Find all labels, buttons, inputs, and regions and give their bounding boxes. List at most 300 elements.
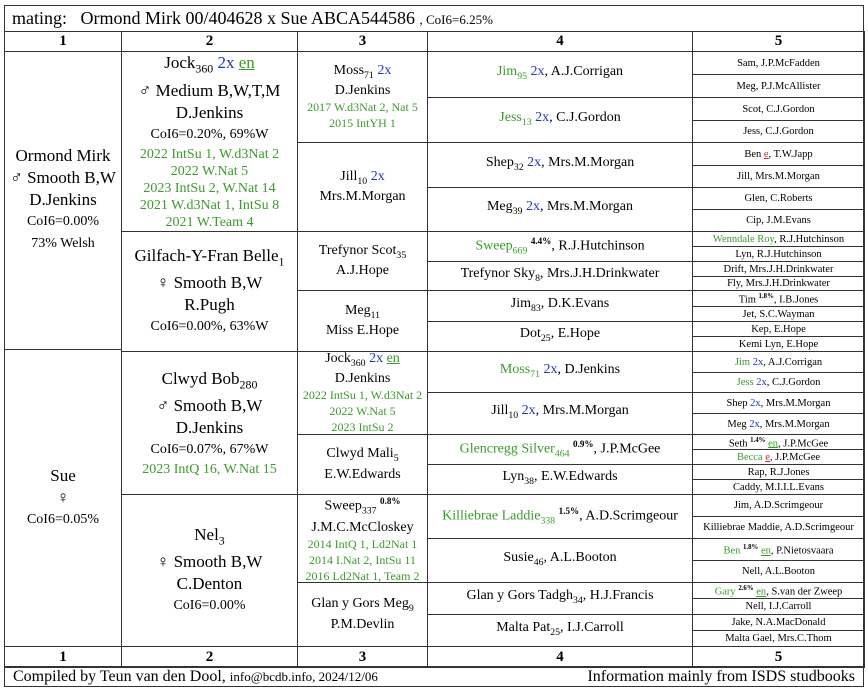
gen5-name: Meg — [736, 80, 756, 92]
gen5-dog — [692, 120, 865, 143]
gen5-owner: A.L.Booton — [764, 566, 815, 577]
gen5-owner: S.van der Zweep — [771, 586, 843, 598]
gen5-owner: Mrs.J.H.Drinkwater — [745, 278, 830, 289]
gen4-name-line: Malta Pat$_{25}$, I.J.Carroll — [496, 620, 624, 638]
gen5-name-line: Meg, P.J.McAllister — [736, 80, 821, 92]
gen3-dog — [297, 494, 428, 583]
gen3-dog — [297, 351, 428, 435]
gen3-award: 2022 IntSu 1, W.d3Nat 2 — [302, 388, 423, 403]
gen4-number: 338 — [540, 515, 556, 527]
gen5-dog — [692, 479, 865, 495]
gen4-name-line: Susie$_{46}$, A.L.Booton — [503, 550, 617, 568]
gen4-name-line: Jim$_{95}$ 2x, A.J.Corrigan — [496, 64, 624, 82]
gen2-coi: CoI6=0.20%, 69%W — [150, 126, 269, 142]
gen4-dog — [427, 392, 693, 435]
gen4-name-line: Meg$_{39}$ 2x, Mrs.M.Morgan — [486, 199, 634, 217]
gen5-owner: E.Hope — [773, 323, 806, 335]
gen5-dog — [692, 464, 865, 480]
gen1-name: Sue — [50, 465, 76, 485]
gen5-dog — [692, 290, 865, 307]
gen5-owner: E.Hope — [786, 338, 819, 350]
gen4-name: Jill — [491, 403, 509, 419]
gen4-number: 46 — [533, 556, 544, 568]
gen3-name-line — [326, 446, 398, 467]
gen5-name: Seth — [728, 438, 748, 450]
gen5-coi-pct: 1.4% — [750, 436, 766, 444]
gen2-name: Jock — [164, 53, 196, 73]
gen4-name: Dot — [519, 326, 541, 342]
gen4-repeat-tag: 2x — [525, 199, 540, 215]
gen2-sex-coat: ♂ Smooth B,W — [156, 396, 263, 416]
gen5-name-line: Scot, C.J.Gordon — [742, 103, 815, 115]
gen5-name-line: Jake, N.A.MacDonald — [731, 617, 826, 628]
gen3-number: 5 — [393, 452, 399, 464]
gen4-name: Jim — [496, 64, 518, 80]
gen3-name: Trefynor Scot — [318, 242, 397, 258]
column-footer — [427, 646, 693, 668]
gen4-dog — [427, 464, 693, 495]
gen3-en-link[interactable]: en — [386, 351, 400, 366]
gen4-repeat-tag: 2x — [521, 403, 536, 419]
gen5-owner: T.W.Japp — [773, 148, 813, 160]
gen2-name-line — [135, 245, 285, 272]
gen5-dog — [692, 306, 865, 322]
mating-text: Ormond Mirk 00/404628 x Sue ABCA544586 — [80, 8, 416, 28]
gen3-name-line — [325, 351, 400, 371]
gen5-name: Sam — [737, 57, 756, 69]
gen4-number: 669 — [512, 245, 528, 257]
gen5-name: Jess — [743, 126, 761, 137]
gen5-name-line: Gary $^{2.6\%}$ en, S.van der Zweep — [714, 585, 843, 598]
gen4-number: 38 — [524, 475, 535, 487]
gen4-name: Susie — [503, 550, 534, 566]
gen3-owner: A.J.Hope — [336, 263, 389, 279]
gen5-name-line: Nell, I.J.Carroll — [745, 601, 812, 612]
gen2-coi: CoI6=0.07%, 67%W — [150, 442, 269, 458]
gen4-name: Jim — [510, 295, 531, 311]
gen2-name: Gilfach-Y-Fran Belle — [134, 245, 279, 265]
gen4-number: 25 — [550, 626, 561, 638]
gen5-name: Tim — [738, 294, 756, 306]
gen5-owner: Mrs.J.H.Drinkwater — [749, 263, 834, 275]
gen3-dog — [297, 51, 428, 143]
gen4-name-line: Shep$_{32}$ 2x, Mrs.M.Morgan — [485, 154, 635, 173]
gen5-repeat-tag: 2x — [752, 356, 764, 368]
gen4-number: 34 — [572, 594, 583, 606]
gen3-awards — [306, 536, 420, 583]
gen5-name-line: Wenndale Roy, R.J.Hutchinson — [712, 233, 845, 245]
gen4-name: Moss — [499, 361, 531, 377]
gen3-award: 2017 W.d3Nat 2, Nat 5 — [307, 100, 418, 115]
gen5-name: Killiebrae Maddie — [703, 522, 780, 533]
gen2-awards — [142, 461, 277, 478]
gen1-welsh-pct: 73% Welsh — [31, 236, 95, 252]
pedigree-grid — [4, 31, 864, 667]
gen4-dog — [427, 582, 693, 615]
gen5-en-link[interactable]: en — [760, 545, 771, 557]
gen4-owner: Mrs.M.Morgan — [548, 154, 635, 170]
gen5-name-line: Jill, Mrs.M.Morgan — [737, 171, 820, 182]
gen4-name-line: Lyn$_{38}$, E.W.Edwards — [502, 469, 618, 487]
gen1-coi: CoI6=0.00% — [26, 214, 100, 230]
gen5-dog — [692, 351, 865, 373]
gen3-name: Sweep — [324, 498, 362, 514]
gen5-owner: Mrs.C.Thom — [777, 633, 832, 644]
gen5-name-line: Malta Gael, Mrs.C.Thom — [725, 633, 832, 644]
gen4-name: Shep — [485, 154, 514, 170]
gen4-name-line: Jess$_{13}$ 2x, C.J.Gordon — [499, 109, 621, 128]
gen4-owner: A.J.Corrigan — [550, 64, 624, 80]
column-number: 1 — [59, 33, 67, 49]
gen4-dog — [427, 290, 693, 322]
gen3-number: 10 — [357, 175, 368, 187]
gen5-owner: R.J.Jones — [769, 466, 810, 478]
gen4-owner: J.P.McGee — [600, 441, 661, 457]
gen5-name-line: Rap, R.J.Jones — [747, 466, 810, 478]
gen5-owner: Mrs.M.Morgan — [765, 397, 831, 409]
gen3-name-line — [319, 243, 406, 264]
gen5-owner: A.D.Scrimgeour — [753, 500, 824, 511]
gen5-owner: S.C.Wayman — [759, 308, 815, 320]
gen4-number: 95 — [517, 70, 527, 82]
gen2-award: 2023 IntSu 2, W.Nat 14 — [143, 180, 276, 196]
gen5-dog — [692, 187, 865, 210]
gen5-owner: R.J.Hutchinson — [756, 248, 822, 260]
gen5-name-line: Ben $^{1.8\%}$ en, P.Nietosvaara — [723, 544, 834, 557]
gen5-dog — [692, 142, 865, 166]
gen5-dog — [692, 598, 865, 615]
gen5-owner: C.J.Gordon — [771, 377, 821, 388]
gen5-name-line: Seth $^{1.4\%}$ en, J.P.McGee — [728, 436, 829, 450]
gen5-coi-pct: 1.8% — [742, 544, 759, 552]
gen4-name-line: Dot$_{25}$, E.Hope — [519, 326, 601, 344]
compiled-by: Compiled by Teun van den Dool, — [13, 668, 226, 685]
gen5-name: Ben — [744, 148, 762, 160]
gen5-name-line: Jess 2x, C.J.Gordon — [736, 377, 821, 388]
column-number: 3 — [358, 648, 367, 665]
column-header — [692, 31, 865, 52]
gen5-name-line: Killiebrae Maddie, A.D.Scrimgeour — [703, 522, 854, 533]
gen5-dog — [692, 231, 865, 247]
gen5-name: Jill — [737, 171, 751, 182]
gen3-awards — [307, 99, 418, 131]
gen5-name: Drift — [723, 263, 744, 275]
gen3-name-line — [345, 303, 380, 324]
gen5-owner: N.A.MacDonald — [755, 617, 826, 628]
gen4-name-line: Glan y Gors Tadgh$_{34}$, H.J.Francis — [466, 588, 654, 606]
gen1-name: Ormond Mirk — [15, 146, 111, 166]
gen4-number: 32 — [513, 161, 524, 173]
gen5-name: Jim — [734, 356, 751, 368]
gen4-coi-pct: 4.4% — [530, 236, 552, 247]
gen5-name: Fly — [727, 278, 741, 289]
gen5-name-line: Kep, E.Hope — [751, 323, 806, 335]
column-number: 2 — [205, 33, 214, 49]
gen3-repeat-tag: 2x — [370, 168, 385, 184]
gen5-owner: C.J.Gordon — [765, 126, 814, 137]
gen4-dog — [427, 538, 693, 583]
gen4-name: Lyn — [502, 469, 525, 485]
gen5-e-tag[interactable]: e — [765, 451, 770, 463]
column-number: 2 — [205, 648, 214, 665]
gen5-dog — [692, 74, 865, 98]
gen2-sex-coat: ♀ Smooth B,W — [156, 552, 263, 572]
gen2-dog — [121, 351, 298, 495]
gen3-owner: D.Jenkins — [334, 371, 391, 387]
gen5-dog — [692, 336, 865, 352]
gen3-name: Jill — [340, 168, 358, 184]
gen4-owner: H.J.Francis — [589, 588, 654, 604]
gen5-name: Rap — [747, 466, 765, 478]
gen2-number: 360 — [195, 61, 214, 76]
column-number: 1 — [59, 648, 67, 665]
gen5-repeat-tag: 2x — [749, 418, 760, 430]
gen4-owner: D.K.Evans — [547, 295, 610, 311]
gen5-dog — [692, 261, 865, 277]
gen2-name-line — [194, 524, 225, 551]
gen5-name-line: Kemi Lyn, E.Hope — [738, 338, 819, 350]
gen2-name: Clwyd Bob — [161, 368, 240, 388]
gen4-number: 13 — [521, 116, 532, 128]
gen3-dog — [297, 434, 428, 495]
gen5-coi-pct: 2.6% — [738, 585, 754, 593]
column-number: 5 — [774, 33, 783, 49]
gen3-dog — [297, 290, 428, 352]
gen5-dog — [692, 538, 865, 561]
gen5-name: Kemi Lyn — [738, 338, 782, 350]
gen3-number: 9 — [408, 602, 414, 614]
gen5-en-link[interactable]: en — [756, 586, 767, 598]
gen3-owner: Miss E.Hope — [325, 323, 400, 339]
gen5-name-line: Jess, C.J.Gordon — [743, 126, 814, 137]
gen5-owner: Mrs.M.Morgan — [765, 418, 830, 430]
gen2-award: 2022 W.Nat 5 — [170, 163, 249, 179]
gen5-name-line: Jim 2x, A.J.Corrigan — [734, 356, 823, 368]
column-number: 5 — [774, 648, 783, 665]
gen3-repeat-tag: 2x — [377, 62, 392, 78]
column-header — [4, 31, 122, 52]
gen3-award: 2023 IntSu 2 — [331, 420, 394, 435]
gen5-name-line: Jim, A.D.Scrimgeour — [733, 500, 824, 511]
gen3-repeat-tag: 2x — [369, 351, 384, 366]
gen1-coi: CoI6=0.05% — [26, 511, 100, 527]
column-footer — [692, 646, 865, 668]
gen4-repeat-tag: 2x — [530, 64, 545, 80]
column-footer — [4, 646, 122, 668]
gen5-en-link[interactable]: en — [768, 438, 778, 450]
gen3-number: 71 — [364, 69, 374, 81]
gen4-number: 83 — [531, 302, 541, 314]
gen4-dog — [427, 434, 693, 465]
gen5-owner: A.J.Corrigan — [767, 356, 823, 368]
gen5-owner: M.I.I.L.Evans — [765, 481, 824, 493]
gen4-name-line: Sweep$_{669}$ $^{4.4\%}$, R.J.Hutchinson — [475, 236, 645, 257]
gen5-dog — [692, 582, 865, 599]
gen3-owner: P.M.Devlin — [330, 616, 395, 632]
gen5-name-line: Jet, S.C.Wayman — [742, 308, 815, 320]
gen5-name: Jim — [733, 500, 750, 511]
gen2-en-link[interactable]: en — [238, 53, 255, 73]
gen4-owner: Mrs.M.Morgan — [546, 199, 634, 215]
gen3-owner: J.M.C.McCloskey — [311, 519, 414, 535]
gen5-coi-pct: 1.8% — [758, 293, 774, 301]
gen4-owner: R.J.Hutchinson — [558, 238, 645, 254]
gen5-name-line: Meg 2x, Mrs.M.Morgan — [727, 418, 830, 430]
gen5-name: Becca — [736, 451, 763, 463]
gen4-dog — [427, 261, 693, 291]
gen5-owner: C.J.Gordon — [766, 103, 815, 115]
gen1-dog — [4, 51, 122, 350]
gen4-dog — [427, 51, 693, 98]
gen3-owner: D.Jenkins — [334, 83, 391, 99]
gen2-sex-coat: ♂ Medium B,W,T,M — [138, 80, 281, 100]
gen2-award: 2021 W.Team 4 — [165, 214, 254, 230]
gen4-number: 25 — [540, 332, 551, 344]
gen4-owner: I.J.Carroll — [567, 620, 624, 636]
gen2-name: Nel — [194, 524, 219, 544]
gen2-number: 1 — [278, 254, 285, 269]
gen2-coi: CoI6=0.00% — [173, 598, 246, 614]
gen5-e-tag[interactable]: e — [763, 148, 769, 160]
gen4-number: 8 — [535, 272, 541, 284]
gen3-award: 2016 Ld2Nat 1, Team 2 — [305, 568, 420, 583]
column-number: 4 — [556, 648, 564, 665]
gen5-owner: I.B.Jones — [779, 294, 819, 306]
gen4-repeat-tag: 2x — [543, 361, 558, 377]
gen5-name-line: Tim $^{1.8\%}$, I.B.Jones — [738, 293, 819, 306]
gen5-dog — [692, 413, 865, 435]
gen3-dog — [297, 231, 428, 291]
gen4-owner: C.J.Gordon — [556, 109, 621, 125]
gen5-owner: Mrs.M.Morgan — [755, 171, 820, 182]
gen3-award: 2014 IntQ 1, Ld2Nat 1 — [307, 536, 418, 551]
gen4-owner: E.W.Edwards — [541, 469, 618, 485]
gen5-dog — [692, 276, 865, 291]
gen3-coi-pct: 0.8% — [380, 496, 401, 507]
gen5-dog — [692, 614, 865, 631]
gen1-dog — [4, 349, 122, 648]
gen4-name: Glan y Gors Tadgh — [466, 588, 573, 604]
gen2-owner: D.Jenkins — [175, 102, 244, 122]
gen5-name: Ben — [723, 545, 741, 557]
gen3-dog — [297, 142, 428, 232]
gen5-name-line: Drift, Mrs.J.H.Drinkwater — [723, 263, 834, 275]
gen3-name: Jock — [325, 351, 351, 366]
gen2-owner: C.Denton — [176, 574, 243, 594]
gen5-name: Malta Gael — [725, 633, 773, 644]
gen4-repeat-tag: 2x — [535, 109, 550, 125]
gen2-repeat-tag: 2x — [217, 53, 235, 73]
column-header — [121, 31, 298, 52]
gen3-owner: Mrs.M.Morgan — [319, 189, 406, 205]
gen2-award: 2021 W.d3Nat 1, IntSu 8 — [139, 197, 280, 213]
gen5-owner: J.P.McGee — [775, 451, 821, 463]
gen2-name-line — [162, 368, 258, 395]
gen5-dog — [692, 97, 865, 121]
gen5-name-line: Sam, J.P.McFadden — [737, 57, 820, 69]
gen4-dog — [427, 142, 693, 188]
gen4-number: 39 — [512, 205, 523, 217]
source-note: Information mainly from ISDS studbooks — [587, 668, 855, 685]
gen3-name: Clwyd Mali — [326, 446, 394, 462]
gen5-owner: C.Roberts — [770, 193, 813, 204]
gen3-award: 2014 I.Nat 2, IntSu 11 — [309, 552, 416, 567]
gen5-name-line: Ben e, T.W.Japp — [744, 148, 813, 160]
gen5-dog — [692, 165, 865, 188]
gen5-name: Jake — [731, 617, 751, 628]
gen5-dog — [692, 51, 865, 75]
gen2-name-line — [164, 52, 255, 79]
gen4-owner: D.Jenkins — [564, 361, 621, 377]
gen5-name: Lyn — [735, 248, 752, 260]
gen5-repeat-tag: 2x — [750, 397, 761, 409]
gen3-number: 337 — [361, 505, 377, 517]
gen5-owner: A.D.Scrimgeour — [784, 522, 854, 533]
mating-coi: , CoI6=6.25% — [419, 12, 493, 27]
gen4-owner: A.L.Booton — [549, 550, 617, 566]
gen5-name: Jess — [736, 377, 754, 388]
gen4-dog — [427, 351, 693, 393]
gen3-name-line — [325, 494, 401, 520]
gen4-number: 464 — [554, 448, 570, 460]
gen5-name: Nell — [742, 566, 761, 577]
gen2-coi: CoI6=0.00%, 63%W — [150, 319, 269, 335]
gen3-name-line — [334, 63, 392, 84]
gen4-name: Jess — [499, 109, 522, 125]
gen4-owner: A.D.Scrimgeour — [585, 508, 678, 524]
gen5-name: Scot — [742, 103, 761, 115]
gen4-name: Malta Pat — [496, 620, 551, 636]
column-header — [427, 31, 693, 52]
gen4-name: Sweep — [475, 238, 513, 254]
gen5-name-line: Caddy, M.I.I.L.Evans — [733, 481, 824, 493]
gen5-name-line: Fly, Mrs.J.H.Drinkwater — [727, 278, 830, 289]
gen1-owner: D.Jenkins — [29, 190, 97, 210]
gen4-name: Trefynor Sky — [460, 265, 536, 281]
gen2-award: 2023 IntQ 16, W.Nat 15 — [142, 462, 277, 478]
gen2-awards — [140, 146, 279, 231]
column-footer — [121, 646, 298, 668]
gen4-name: Meg — [486, 199, 513, 215]
gen5-name: Jet — [742, 308, 755, 320]
gen5-dog — [692, 246, 865, 262]
gen5-name-line: Lyn, R.J.Hutchinson — [735, 248, 822, 260]
gen2-dog — [121, 494, 298, 647]
gen3-name: Moss — [333, 62, 365, 78]
gen5-dog — [692, 516, 865, 539]
gen3-number: 11 — [370, 309, 381, 321]
gen5-name: Kep — [751, 323, 769, 335]
gen3-owner: E.W.Edwards — [324, 466, 401, 482]
gen5-dog — [692, 321, 865, 337]
gen5-dog — [692, 434, 865, 450]
gen2-sex-coat: ♀ Smooth B,W — [156, 273, 263, 293]
gen2-award: 2022 IntSu 1, W.d3Nat 2 — [139, 146, 280, 162]
gen4-dog — [427, 231, 693, 262]
gen4-coi-pct: 0.9% — [573, 439, 594, 450]
page-title: mating: Ormond Mirk 00/404628 x Sue ABCA544586 , CoI6=6.25% — [12, 8, 493, 28]
gen5-dog — [692, 372, 865, 393]
gen5-owner: R.J.Hutchinson — [779, 233, 845, 245]
gen3-name-line — [340, 169, 384, 190]
gen4-name-line: Jill$_{10}$ 2x, Mrs.M.Morgan — [491, 403, 629, 421]
gen4-number: 71 — [530, 368, 541, 380]
gen4-owner: E.Hope — [557, 326, 601, 342]
gen4-repeat-tag: 2x — [527, 154, 542, 170]
gen5-name-line: Glen, C.Roberts — [744, 193, 813, 204]
gen5-name-line: Cip, J.M.Evans — [746, 215, 811, 226]
gen5-owner: J.M.Evans — [766, 215, 811, 226]
